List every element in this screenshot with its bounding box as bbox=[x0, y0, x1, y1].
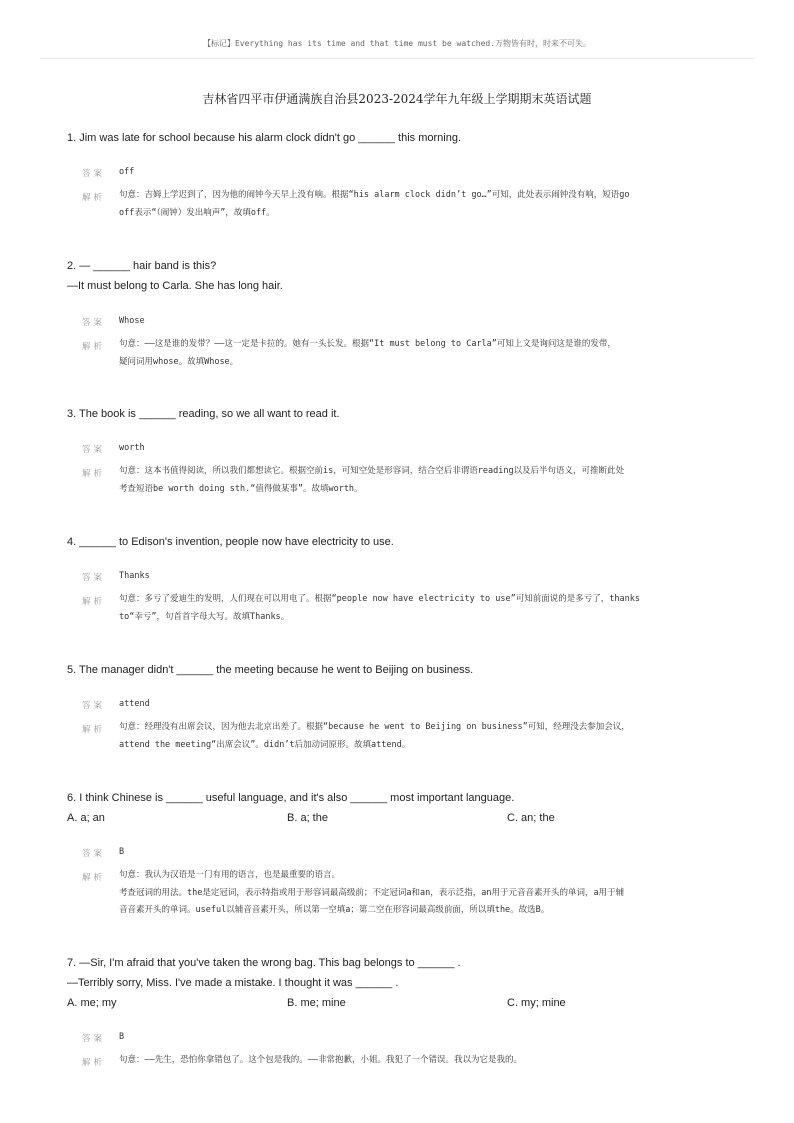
question-stem-line: 7. —Sir, I'm afraid that you've taken the wrong bag. This bag belongs to ______ . bbox=[67, 957, 461, 969]
question-3-answer: worth bbox=[119, 443, 145, 453]
question-stem-line: 6. I think Chinese is ______ useful language, and it's also ______ most important language. bbox=[67, 792, 515, 804]
question-4-analysis bbox=[119, 591, 719, 626]
analysis-line: 句意：这本书值得阅读，所以我们都想读它。根据空前is，可知空处是形容词，结合空后非谓语reading以及后半句语义，可推断此处 bbox=[119, 466, 625, 476]
option-c: C. my; mine bbox=[507, 997, 566, 1009]
answer-label: 答案 bbox=[82, 445, 106, 455]
answer-label: 答案 bbox=[82, 701, 106, 711]
question-2-stem bbox=[67, 257, 757, 296]
analysis-label: 解析 bbox=[82, 597, 106, 607]
question-stem-line: 5. The manager didn't ______ the meeting because he went to Beijing on business. bbox=[67, 664, 474, 676]
page-title: 吉林省四平市伊通满族自治县2023-2024学年九年级上学期期末英语试题 bbox=[202, 92, 592, 106]
analysis-line: 句意：我认为汉语是一门有用的语言，也是最重要的语言。 bbox=[119, 870, 341, 880]
question-6-analysis bbox=[119, 867, 719, 920]
question-7-analysis bbox=[119, 1052, 719, 1070]
question-6-stem bbox=[67, 789, 757, 809]
question-stem-line: 3. The book is ______ reading, so we all want to read it. bbox=[67, 408, 340, 420]
question-stem-line: —It must belong to Carla. She has long hair. bbox=[67, 279, 283, 292]
analysis-line: 句意：多亏了爱迪生的发明，人们现在可以用电了。根据“people now have electricity to use”可知前面说的是多亏了，thanks bbox=[119, 594, 640, 604]
analysis-line: 句意：——这是谁的发带？——这一定是卡拉的。她有一头长发。根据“It must belong to Carla”可知上文是询问这是谁的发带， bbox=[119, 339, 616, 349]
question-5-analysis bbox=[119, 719, 719, 754]
answer-label: 答案 bbox=[82, 169, 106, 179]
question-7-stem bbox=[67, 954, 757, 993]
answer-label: 答案 bbox=[82, 573, 106, 583]
option-b: B. a; the bbox=[287, 812, 328, 824]
question-1-stem bbox=[67, 129, 757, 149]
question-1-answer: off bbox=[119, 167, 135, 177]
analysis-label: 解析 bbox=[82, 725, 106, 735]
option-a: A. me; my bbox=[67, 997, 117, 1009]
question-stem-line: 4. ______ to Edison's invention, people now have electricity to use. bbox=[67, 536, 394, 548]
question-4-stem bbox=[67, 533, 757, 553]
analysis-label: 解析 bbox=[82, 469, 106, 479]
question-6-answer: B bbox=[119, 847, 125, 857]
question-1-analysis bbox=[119, 187, 719, 222]
question-3-stem bbox=[67, 405, 757, 425]
answer-label: 答案 bbox=[82, 318, 106, 328]
option-c: C. an; the bbox=[507, 812, 555, 824]
analysis-line: 句意：经理没有出席会议，因为他去北京出差了。根据“because he went to Beijing on business”可知，经理没去参加会议， bbox=[119, 722, 630, 732]
question-stem-line: —Terribly sorry, Miss. I've made a mistake. I thought it was ______ . bbox=[67, 976, 399, 989]
analysis-line: 音音素开头的单词。useful以辅音音素开头，所以第一空填a；第二空在形容词最高级前面，所以填the。故选B。 bbox=[119, 905, 550, 915]
question-5-stem bbox=[67, 661, 757, 681]
page-header-motto: 【标记】Everything has its time and that time must be watched.万物皆有时，时来不可失。 bbox=[202, 39, 592, 48]
answer-label: 答案 bbox=[82, 849, 106, 859]
analysis-line: 考查冠词的用法。the是定冠词，表示特指或用于形容词最高级前；不定冠词a和an，表示泛指，an用于元音音素开头的单词，a用于辅 bbox=[119, 887, 625, 898]
question-2-answer: Whose bbox=[119, 316, 145, 326]
option-b: B. me; mine bbox=[287, 997, 346, 1009]
question-stem-line: 1. Jim was late for school because his alarm clock didn't go ______ this morning. bbox=[67, 132, 462, 144]
question-stem-line: 2. — ______ hair band is this? bbox=[67, 260, 217, 272]
question-5-answer: attend bbox=[119, 699, 150, 709]
analysis-line: off表示“（闹钟）发出响声”，故填off。 bbox=[119, 207, 275, 218]
answer-label: 答案 bbox=[82, 1034, 106, 1044]
question-4-answer: Thanks bbox=[119, 571, 150, 581]
question-3-analysis bbox=[119, 463, 719, 498]
header-divider bbox=[40, 58, 754, 59]
analysis-label: 解析 bbox=[82, 873, 106, 883]
analysis-line: 句意：吉姆上学迟到了，因为他的闹钟今天早上没有响。根据“his alarm clock didn’t go…”可知，此处表示闹钟没有响，短语go bbox=[119, 190, 630, 200]
option-a: A. a; an bbox=[67, 812, 105, 824]
question-7-answer: B bbox=[119, 1032, 125, 1042]
question-2-analysis bbox=[119, 336, 719, 371]
analysis-line: 疑问词用whose。故填Whose。 bbox=[119, 356, 239, 367]
analysis-label: 解析 bbox=[82, 193, 106, 203]
analysis-label: 解析 bbox=[82, 342, 106, 352]
analysis-label: 解析 bbox=[82, 1058, 106, 1068]
analysis-line: 句意：——先生，恐怕你拿错包了。这个包是我的。——非常抱歉，小姐。我犯了一个错误。我以为它是我的。 bbox=[119, 1055, 522, 1065]
analysis-line: 考查短语be worth doing sth.“值得做某事”。故填worth。 bbox=[119, 483, 363, 494]
analysis-line: attend the meeting“出席会议”。didn’t后加动词原形。故填attend。 bbox=[119, 739, 411, 750]
analysis-line: to“幸亏”，句首首字母大写。故填Thanks。 bbox=[119, 611, 290, 622]
